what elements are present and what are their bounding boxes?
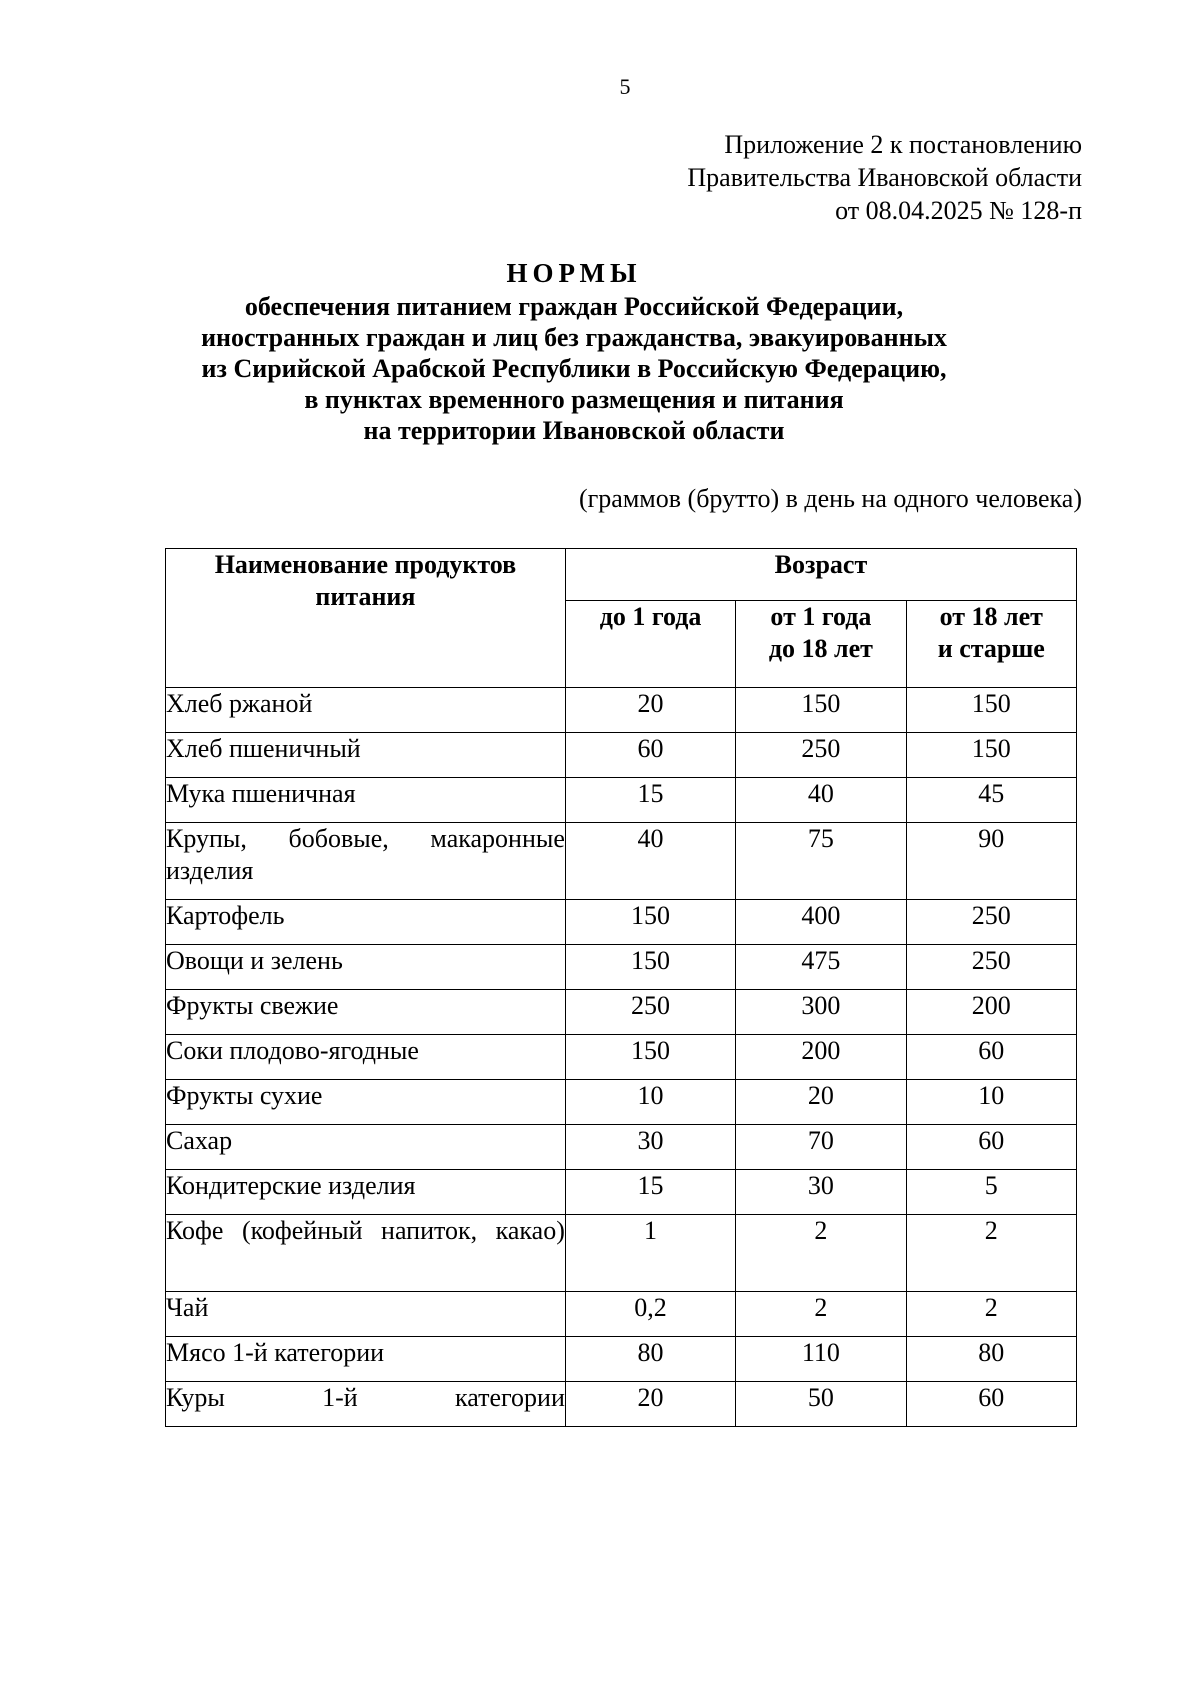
norm-value: 60 [565, 733, 735, 778]
norm-value: 30 [736, 1170, 906, 1215]
norm-value: 150 [565, 945, 735, 990]
norm-value: 150 [565, 1035, 735, 1080]
product-name: Хлеб ржаной [166, 688, 566, 733]
page-number: 5 [619, 74, 631, 99]
norm-value: 250 [906, 945, 1076, 990]
norm-value: 300 [736, 990, 906, 1035]
table-row [166, 823, 1077, 900]
table-row [166, 733, 1077, 778]
header-age-under-1: до 1 года [565, 601, 735, 688]
table-row [166, 1035, 1077, 1080]
header-product-name: Наименование продуктов питания [166, 549, 566, 688]
title-line-1: обеспечения питанием граждан Российской Федерации, [244, 292, 904, 321]
norm-value: 60 [906, 1035, 1076, 1080]
product-name: Хлеб пшеничный [166, 733, 566, 778]
norm-value: 15 [565, 1170, 735, 1215]
product-name: Мясо 1-й категории [166, 1337, 566, 1382]
norm-value: 150 [906, 688, 1076, 733]
header-age-1-18: от 1 года до 18 лет [736, 601, 906, 688]
product-name: Крупы, бобовые, макаронные изделия [166, 823, 566, 900]
norm-value: 250 [736, 733, 906, 778]
table-row [166, 778, 1077, 823]
norm-value: 10 [906, 1080, 1076, 1125]
norm-value: 75 [736, 823, 906, 900]
norm-value: 110 [736, 1337, 906, 1382]
title-line-2: иностранных граждан и лиц без гражданства, эвакуированных [201, 323, 947, 352]
table-row [166, 1215, 1077, 1292]
norm-value: 200 [906, 990, 1076, 1035]
product-name: Соки плодово-ягодные [166, 1035, 566, 1080]
units-note: (граммов (брутто) в день на одного человека) [578, 484, 1082, 513]
norm-value: 20 [736, 1080, 906, 1125]
norm-value: 40 [565, 823, 735, 900]
table-row [166, 990, 1077, 1035]
table-row [166, 688, 1077, 733]
norm-value: 200 [736, 1035, 906, 1080]
product-name: Сахар [166, 1125, 566, 1170]
table-row [166, 1337, 1077, 1382]
title-heading: НОРМЫ [506, 258, 642, 288]
product-name: Картофель [166, 900, 566, 945]
appendix-note [687, 128, 1082, 227]
product-name: Фрукты сухие [166, 1080, 566, 1125]
table-row [166, 1170, 1077, 1215]
norm-value: 2 [906, 1215, 1076, 1292]
title-line-3: из Сирийской Арабской Республики в Российскую Федерацию, [201, 354, 947, 383]
product-name: Кофе (кофейный напиток, какао) [166, 1215, 566, 1292]
product-name: Овощи и зелень [166, 945, 566, 990]
table-row [166, 1382, 1077, 1427]
norms-table [165, 548, 1077, 1427]
norm-value: 1 [565, 1215, 735, 1292]
norm-value: 10 [565, 1080, 735, 1125]
norm-value: 40 [736, 778, 906, 823]
title-line-5: на территории Ивановской области [363, 416, 785, 445]
norm-value: 0,2 [565, 1292, 735, 1337]
appendix-line-1: Приложение 2 к постановлению [724, 130, 1082, 159]
table-row [166, 945, 1077, 990]
document-title [152, 258, 996, 446]
norm-value: 20 [565, 688, 735, 733]
norm-value: 150 [906, 733, 1076, 778]
norm-value: 5 [906, 1170, 1076, 1215]
norm-value: 250 [565, 990, 735, 1035]
product-name: Куры 1-й категории [166, 1382, 566, 1427]
norm-value: 50 [736, 1382, 906, 1427]
norm-value: 15 [565, 778, 735, 823]
title-line-4: в пунктах временного размещения и питания [304, 385, 844, 414]
norm-value: 250 [906, 900, 1076, 945]
product-name: Кондитерские изделия [166, 1170, 566, 1215]
norm-value: 150 [736, 688, 906, 733]
norm-value: 60 [906, 1382, 1076, 1427]
appendix-line-3: от 08.04.2025 № 128-п [835, 196, 1082, 225]
norm-value: 30 [565, 1125, 735, 1170]
norm-value: 90 [906, 823, 1076, 900]
norm-value: 70 [736, 1125, 906, 1170]
norm-value: 2 [736, 1215, 906, 1292]
product-name: Чай [166, 1292, 566, 1337]
norm-value: 2 [906, 1292, 1076, 1337]
appendix-line-2: Правительства Ивановской области [687, 163, 1082, 192]
norm-value: 150 [565, 900, 735, 945]
norm-value: 80 [565, 1337, 735, 1382]
table-row [166, 1125, 1077, 1170]
header-age: Возраст [565, 549, 1076, 601]
product-name: Мука пшеничная [166, 778, 566, 823]
table-row [166, 1292, 1077, 1337]
norm-value: 45 [906, 778, 1076, 823]
table-row [166, 900, 1077, 945]
norm-value: 80 [906, 1337, 1076, 1382]
header-age-18-plus: от 18 лет и старше [906, 601, 1076, 688]
norm-value: 2 [736, 1292, 906, 1337]
norm-value: 400 [736, 900, 906, 945]
norm-value: 60 [906, 1125, 1076, 1170]
norm-value: 475 [736, 945, 906, 990]
norm-value: 20 [565, 1382, 735, 1427]
product-name: Фрукты свежие [166, 990, 566, 1035]
table-row [166, 1080, 1077, 1125]
